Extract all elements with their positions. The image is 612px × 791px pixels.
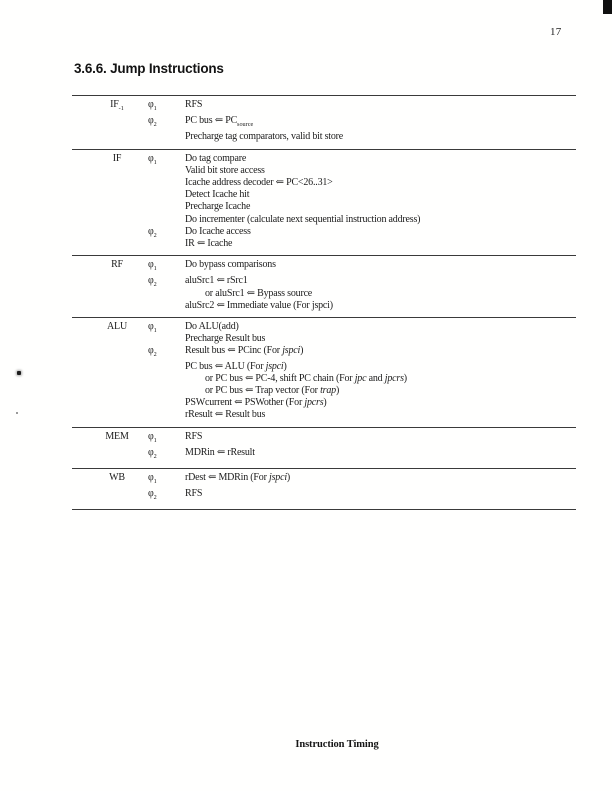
instruction-line: Precharge Result bus <box>185 333 266 345</box>
instruction-line: Icache address decoder ⇐ PC<26..31> <box>185 177 333 189</box>
phi-label: $\varphi_1$ <box>148 99 157 112</box>
instruction-line: Precharge Icache <box>185 201 251 213</box>
phi-label: $\varphi_2$ <box>148 446 157 460</box>
phase-row <box>148 447 576 463</box>
table-section <box>72 317 576 427</box>
instruction-line: or PC bus ⇐ Trap vector (For trap) <box>205 385 340 397</box>
phase-row <box>148 259 576 275</box>
instruction-line: PC bus ⇐ $PC_{source}$ <box>185 115 254 129</box>
instruction-line: RFS <box>185 99 203 110</box>
stage-label: RF <box>111 259 123 271</box>
phi-label: $\varphi_2$ <box>148 225 157 239</box>
phi-label: $\varphi_1$ <box>148 259 157 273</box>
phi-label: $\varphi_2$ <box>148 345 157 359</box>
stage-label: $IF_{-1}$ <box>110 99 124 112</box>
phase-row <box>148 321 576 345</box>
stage-label: WB <box>109 472 125 484</box>
ink-dot-artifact <box>17 371 21 375</box>
phase-row <box>148 99 576 115</box>
phi-label: $\varphi_2$ <box>148 488 157 502</box>
section-heading: 3.6.6. Jump Instructions <box>74 61 224 76</box>
instruction-line: PC bus ⇐ ALU (For jspci) <box>185 360 287 372</box>
stage-label: IF <box>112 152 122 164</box>
scan-artifact-corner <box>603 0 612 14</box>
instruction-line: Do tag compare <box>185 152 247 164</box>
instruction-line: Do bypass comparisons <box>185 259 276 271</box>
instruction-line: MDRin ⇐ rResult <box>185 446 255 458</box>
phase-row <box>148 472 576 488</box>
phase-row <box>148 431 576 447</box>
instruction-line: aluSrc2 ⇐ Immediate value (For jspci) <box>185 299 333 311</box>
phase-row <box>148 115 576 143</box>
instruction-line: Do ALU(add) <box>185 321 239 333</box>
instruction-line: Do Icache access <box>185 225 251 237</box>
stage-label: MEM <box>105 430 129 442</box>
instruction-line: rResult ⇐ Result bus <box>185 409 266 421</box>
instruction-line: Precharge tag comparators, valid bit store <box>185 131 344 143</box>
phase-row <box>148 488 576 504</box>
instruction-line: rDest ⇐ MDRin (For jspci) <box>185 472 291 484</box>
instruction-line: Result bus ⇐ PCinc (For jspci) <box>185 345 304 357</box>
page-number: 17 <box>550 26 562 38</box>
table-section <box>72 468 576 509</box>
instruction-line: Do incrementer (calculate next sequential instruction address) <box>185 213 421 225</box>
instruction-line: PSWcurrent ⇐ PSWother (For jpcrs) <box>185 397 327 409</box>
table-section <box>72 95 576 149</box>
phi-label: $\varphi_1$ <box>148 472 157 486</box>
timing-table <box>72 95 576 510</box>
phase-row <box>148 345 576 421</box>
phase-row <box>148 153 576 226</box>
phi-label: $\varphi_1$ <box>148 152 157 166</box>
instruction-line: Valid bit store access <box>185 164 265 176</box>
instruction-line: Detect Icache hit <box>185 189 250 201</box>
phi-label: $\varphi_1$ <box>148 321 157 335</box>
phi-label: $\varphi_1$ <box>148 430 157 444</box>
phi-label: $\varphi_2$ <box>148 275 157 289</box>
table-section <box>72 427 576 468</box>
table-section <box>72 255 576 317</box>
stage-label: ALU <box>107 321 127 333</box>
instruction-line: or aluSrc1 ⇐ Bypass source <box>205 287 313 299</box>
ink-dot-artifact-small <box>16 412 18 414</box>
phase-row <box>148 226 576 250</box>
footer-text: Instruction Timing <box>295 739 379 750</box>
instruction-line: RFS <box>185 488 203 500</box>
instruction-line: or PC bus ⇐ PC-4, shift PC chain (For jpc and jpcrs) <box>205 372 407 384</box>
phi-label: $\varphi_2$ <box>148 115 157 129</box>
table-section <box>72 149 576 256</box>
phase-row <box>148 275 576 312</box>
instruction-line: aluSrc1 ⇐ rSrc1 <box>185 275 248 287</box>
instruction-line: RFS <box>185 430 203 442</box>
instruction-line: IR ⇐ Icache <box>185 238 233 250</box>
